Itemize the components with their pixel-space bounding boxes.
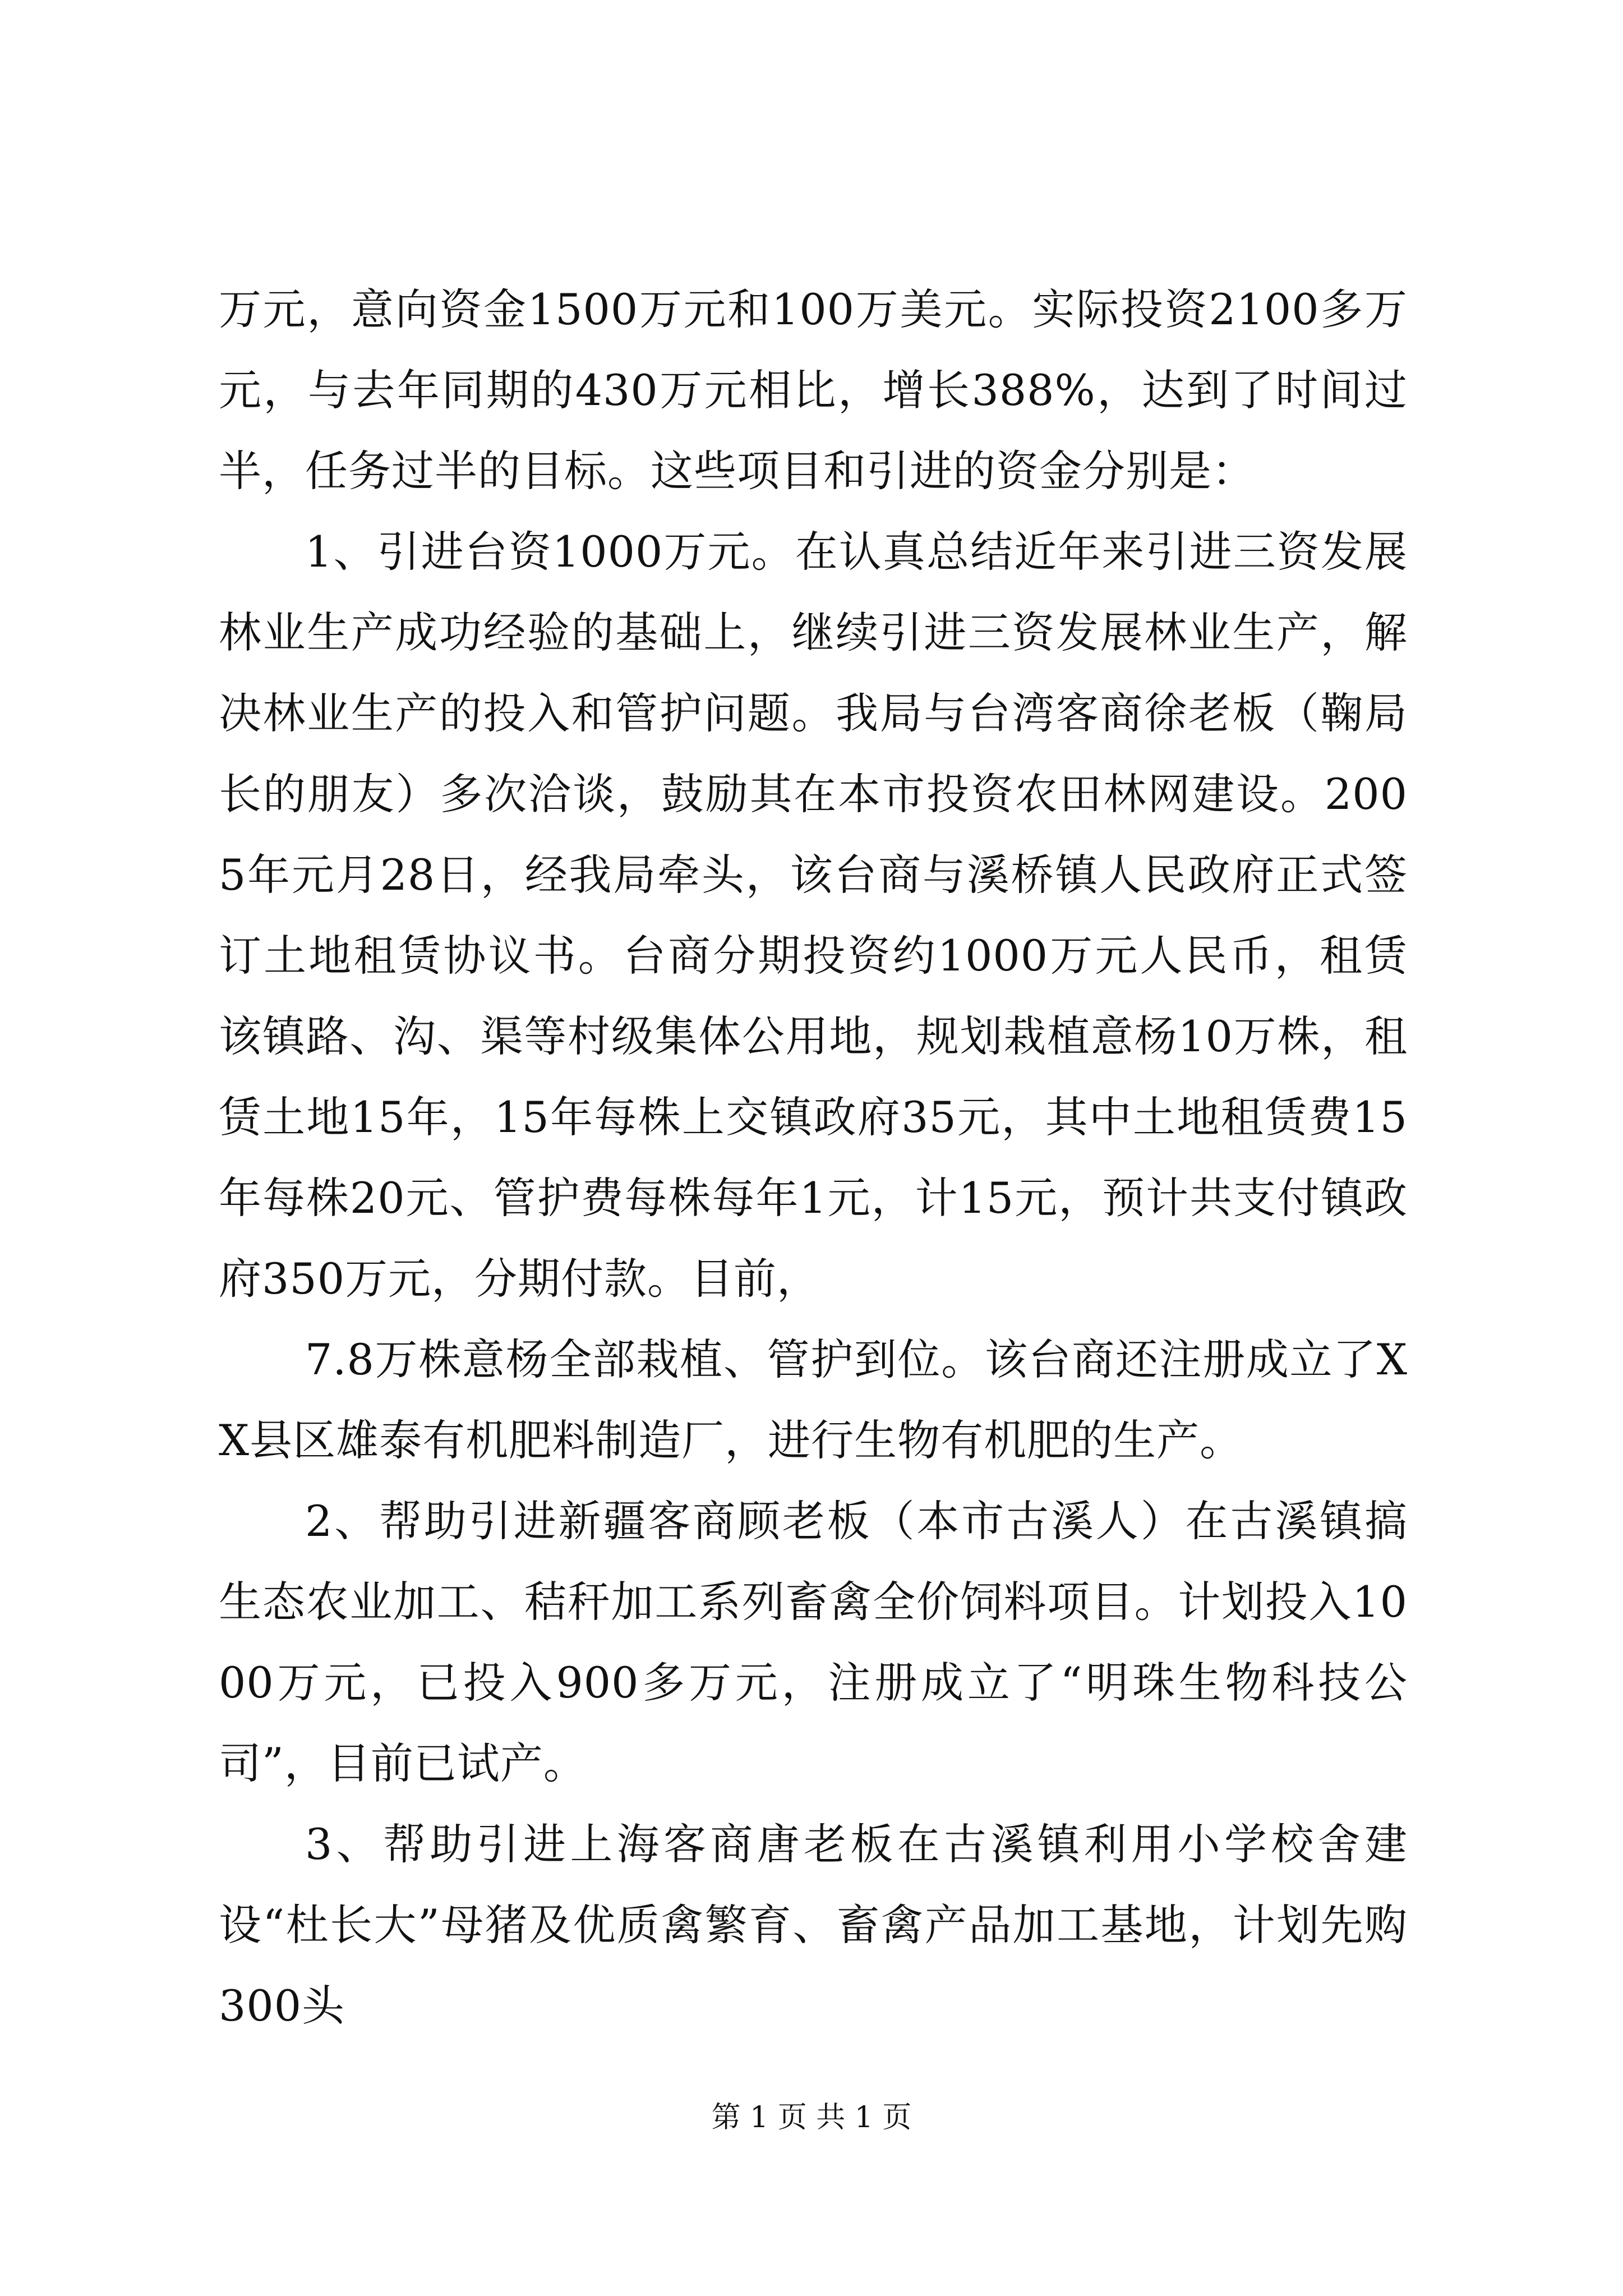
page-number-footer: 第 1 页 共 1 页	[711, 2101, 912, 2134]
paragraph-1: 万元，意向资金1500万元和100万美元。实际投资2100多万元，与去年同期的430万元相比，增长388%，达到了时间过半，任务过半的目标。这些项目和引进的资金分别是：	[219, 284, 1408, 496]
paragraph-5: 3、帮助引进上海客商唐老板在古溪镇利用小学校舍建设“杜长大”母猪及优质禽繁育、畜禽产品加工基地，计划先购300头	[219, 1819, 1408, 2031]
paragraph-4: 2、帮助引进新疆客商顾老板（本市古溪人）在古溪镇搞生态农业加工、秸秆加工系列畜禽全价饲料项目。计划投入1000万元，已投入900多万元，注册成立了“明珠生物科技公司”，目前已试产。	[219, 1496, 1408, 1788]
document-body	[219, 269, 1408, 2046]
paragraph-3: 7.8万株意杨全部栽植、管护到位。该台商还注册成立了XX县区雄泰有机肥料制造厂，进行生物有机肥的生产。	[219, 1335, 1408, 1465]
paragraph-2: 1、引进台资1000万元。在认真总结近年来引进三资发展林业生产成功经验的基础上，继续引进三资发展林业生产，解决林业生产的投入和管护问题。我局与台湾客商徐老板（鞠局长的朋友）多次洽谈，鼓励其在本市投资农田林网建设。2005年元月28日，经我局牵头，该台商与溪桥镇人民政府正式签订土地租赁协议书。台商分期投资约1000万元人民币，租赁该镇路、沟、渠等村级集体公用地，规划栽植意杨10万株，租赁土地15年，15年每株上交镇政府35元，其中土地租赁费15年每株20元、管护费每株每年1元，计15元，预计共支付镇政府350万元，分期付款。目前，	[219, 527, 1408, 1304]
